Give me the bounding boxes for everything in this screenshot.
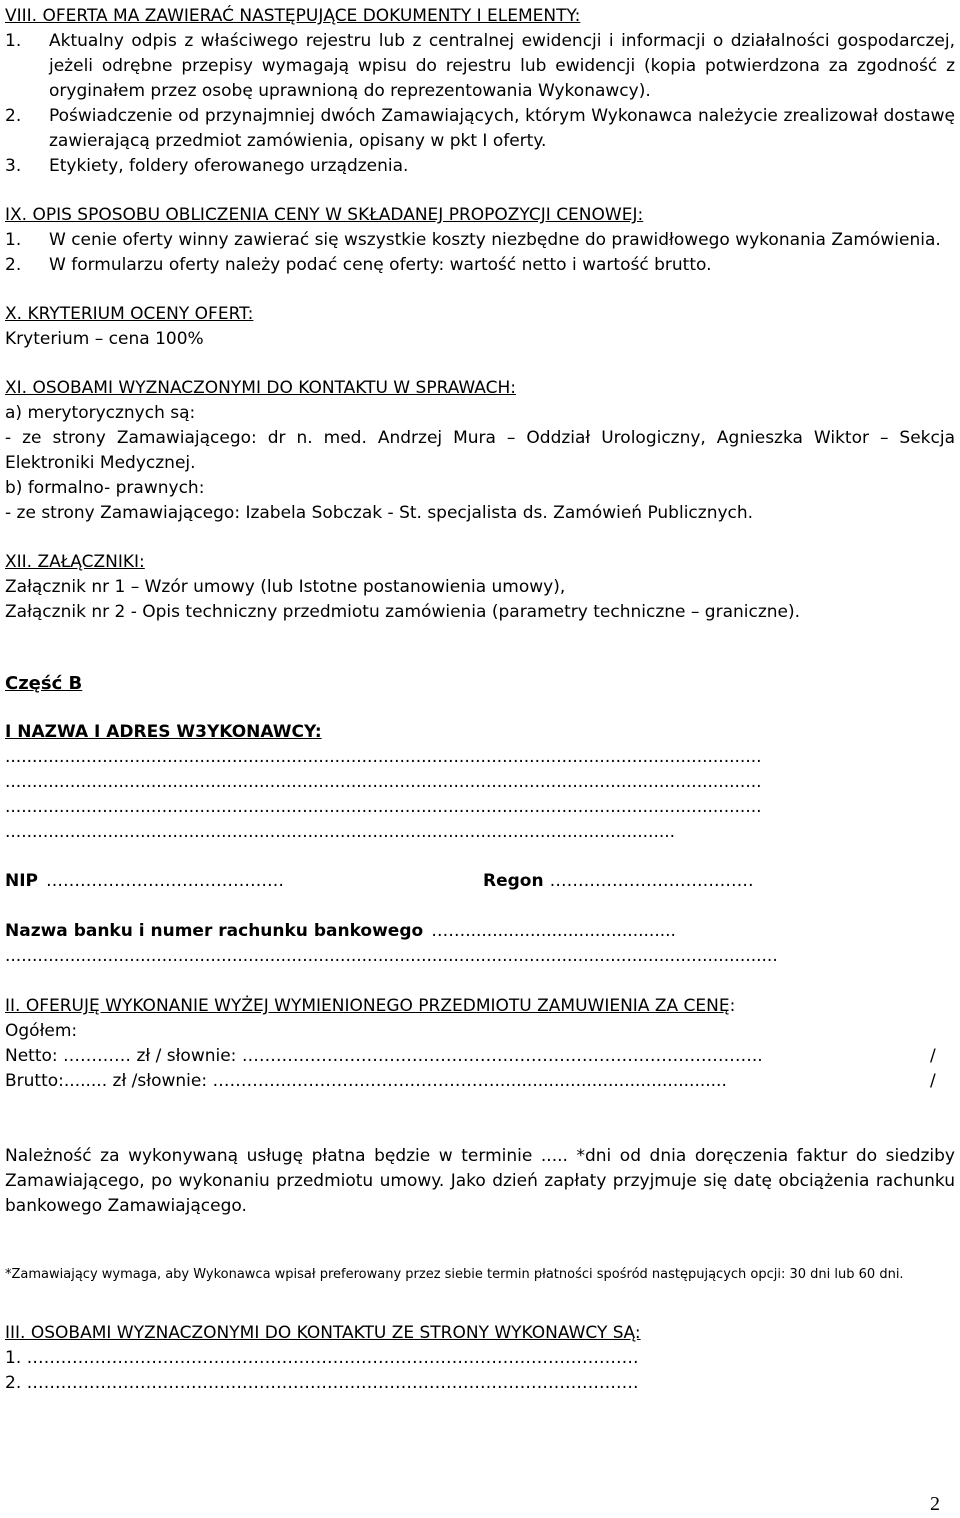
page-number: 2 [930, 1493, 940, 1515]
bank-label: Nazwa banku i numer rachunku bankowego [5, 921, 424, 941]
section-xii-title: XII. ZAŁĄCZNIKI: [5, 552, 145, 572]
brutto-end: / [930, 1071, 936, 1091]
footnote: *Zamawiający wymaga, aby Wykonawca wpisał preferowany przez siebie termin płatności spośród następujących opcji: 30 dni lub 60 dni. [5, 1267, 904, 1282]
item-number: 1. [5, 230, 22, 250]
section-ii-title-colon: : [729, 996, 736, 1016]
section-xi-title: XI. OSOBAMI WYZNACZONYMI DO KONTAKTU W SPRAWACH: [5, 378, 516, 398]
nip-label: NIP [5, 871, 39, 891]
total-label: Ogółem: [5, 1021, 78, 1041]
nip-field[interactable]: …………………………………… [46, 871, 285, 891]
list-item [5, 228, 955, 253]
item-number: 3. [5, 156, 22, 176]
item-text: Etykiety, foldery oferowanego urządzenia. [49, 156, 409, 176]
brutto-field[interactable]: Brutto:........ zł /słownie: …………..…………..…….……………........................................... [5, 1071, 727, 1091]
netto-field[interactable]: Netto: ………… zł / słownie: ……………………………………………………………………………….. [5, 1046, 763, 1066]
contact-line-1[interactable]: 1. ……………………………………………………………………………………………… [5, 1348, 639, 1368]
section-ii-title [5, 994, 955, 1019]
item-number: 2. [5, 106, 22, 126]
contact-b-label: b) formalno- prawnych: [5, 478, 205, 498]
section-viii-title: VIII. OFERTA MA ZAWIERAĆ NASTĘPUJĄCE DOKUMENTY I ELEMENTY: [5, 6, 581, 26]
nip-regon-row [5, 869, 955, 894]
section-ix-title: IX. OPIS SPOSOBU OBLICZENIA CENY W SKŁADANEJ PROPOZYCJI CENOWEJ: [5, 205, 644, 225]
list-item [5, 29, 955, 104]
criterion-text: Kryterium – cena 100% [5, 329, 204, 349]
section-ii-title-text: II. OFERUJĘ WYKONANIE WYŻEJ WYMIENIONEGO PRZEDMIOTU ZAMUWIENIA ZA CENĘ [5, 996, 730, 1016]
brutto-row [5, 1069, 955, 1094]
document-page [5, 4, 955, 1396]
section-iii-title: III. OSOBAMI WYZNACZONYMI DO KONTAKTU ZE STRONY WYKONAWCY SĄ: [5, 1323, 641, 1343]
item-text: W cenie oferty winny zawierać się wszystkie koszty niezbędne do prawidłowego wykonania Zamówienia. [49, 230, 941, 250]
part-b-title: Część B [5, 673, 83, 694]
item-text: W formularzu oferty należy podać cenę oferty: wartość netto i wartość brutto. [49, 255, 712, 275]
payment-terms: Należność za wykonywaną usługę płatna będzie w terminie ..... *dni od dnia doręczenia faktur do siedziby Zamawiającego, po wykonaniu przedmiotu umowy. Jako dzień zapłaty przyjmuje się datę obciążenia rachunku bankowego Zamawiającego. [5, 1146, 955, 1216]
item-number: 2. [5, 255, 22, 275]
attachment-2: Załącznik nr 2 - Opis techniczny przedmiotu zamówienia (parametry techniczne – graniczne). [5, 602, 801, 622]
bank-row [5, 919, 955, 944]
contact-a-text: - ze strony Zamawiającego: dr n. med. Andrzej Mura – Oddział Urologiczny, Agnieszka Wiktor – Sekcja Elektroniki Medycznej. [5, 428, 955, 473]
item-number: 1. [5, 31, 22, 51]
regon-field[interactable]: ……………………………… [549, 871, 754, 891]
contact-line-2[interactable]: 2. ……………………………………………………………………………………………… [5, 1373, 639, 1393]
item-text: Poświadczenie od przynajmniej dwóch Zamawiających, którym Wykonawca należycie zrealizował dostawę zawierającą przedmiot zamówienia, opisany w pkt I oferty. [49, 106, 955, 151]
contractor-name-line[interactable]: ............................................................................................................................................ [5, 747, 762, 767]
bank-field-line[interactable]: ............................................................................................................................................... [5, 946, 778, 966]
contractor-name-title: I NAZWA I ADRES W3YKONAWCY: [5, 722, 322, 742]
list-item [5, 253, 955, 278]
list-item [5, 154, 955, 179]
contact-b-text: - ze strony Zamawiającego: Izabela Sobczak - St. specjalista ds. Zamówień Publicznych. [5, 503, 754, 523]
bank-field[interactable]: ……....................................... [431, 921, 676, 941]
section-x-title: X. KRYTERIUM OCENY OFERT: [5, 304, 254, 324]
netto-end: / [930, 1046, 936, 1066]
contact-a-label: a) merytorycznych są: [5, 403, 196, 423]
contractor-name-line[interactable]: ............................................................................................................................................ [5, 772, 762, 792]
item-text: Aktualny odpis z właściwego rejestru lub z centralnej ewidencji i informacji o działalności gospodarczej, jeżeli odrębne przepisy wymagają wpisu do rejestru lub ewidencji (kopia potwierdzona za zgodność z oryginałem przez osobę uprawnioną do reprezentowania Wykonawcy). [49, 31, 955, 101]
netto-row [5, 1044, 955, 1069]
contractor-name-line[interactable]: ............................................................................................................................ [5, 822, 676, 842]
contractor-name-line[interactable]: ............................................................................................................................................ [5, 797, 762, 817]
list-item [5, 104, 955, 154]
regon-label: Regon [483, 871, 544, 891]
attachment-1: Załącznik nr 1 – Wzór umowy (lub Istotne postanowienia umowy), [5, 577, 566, 597]
